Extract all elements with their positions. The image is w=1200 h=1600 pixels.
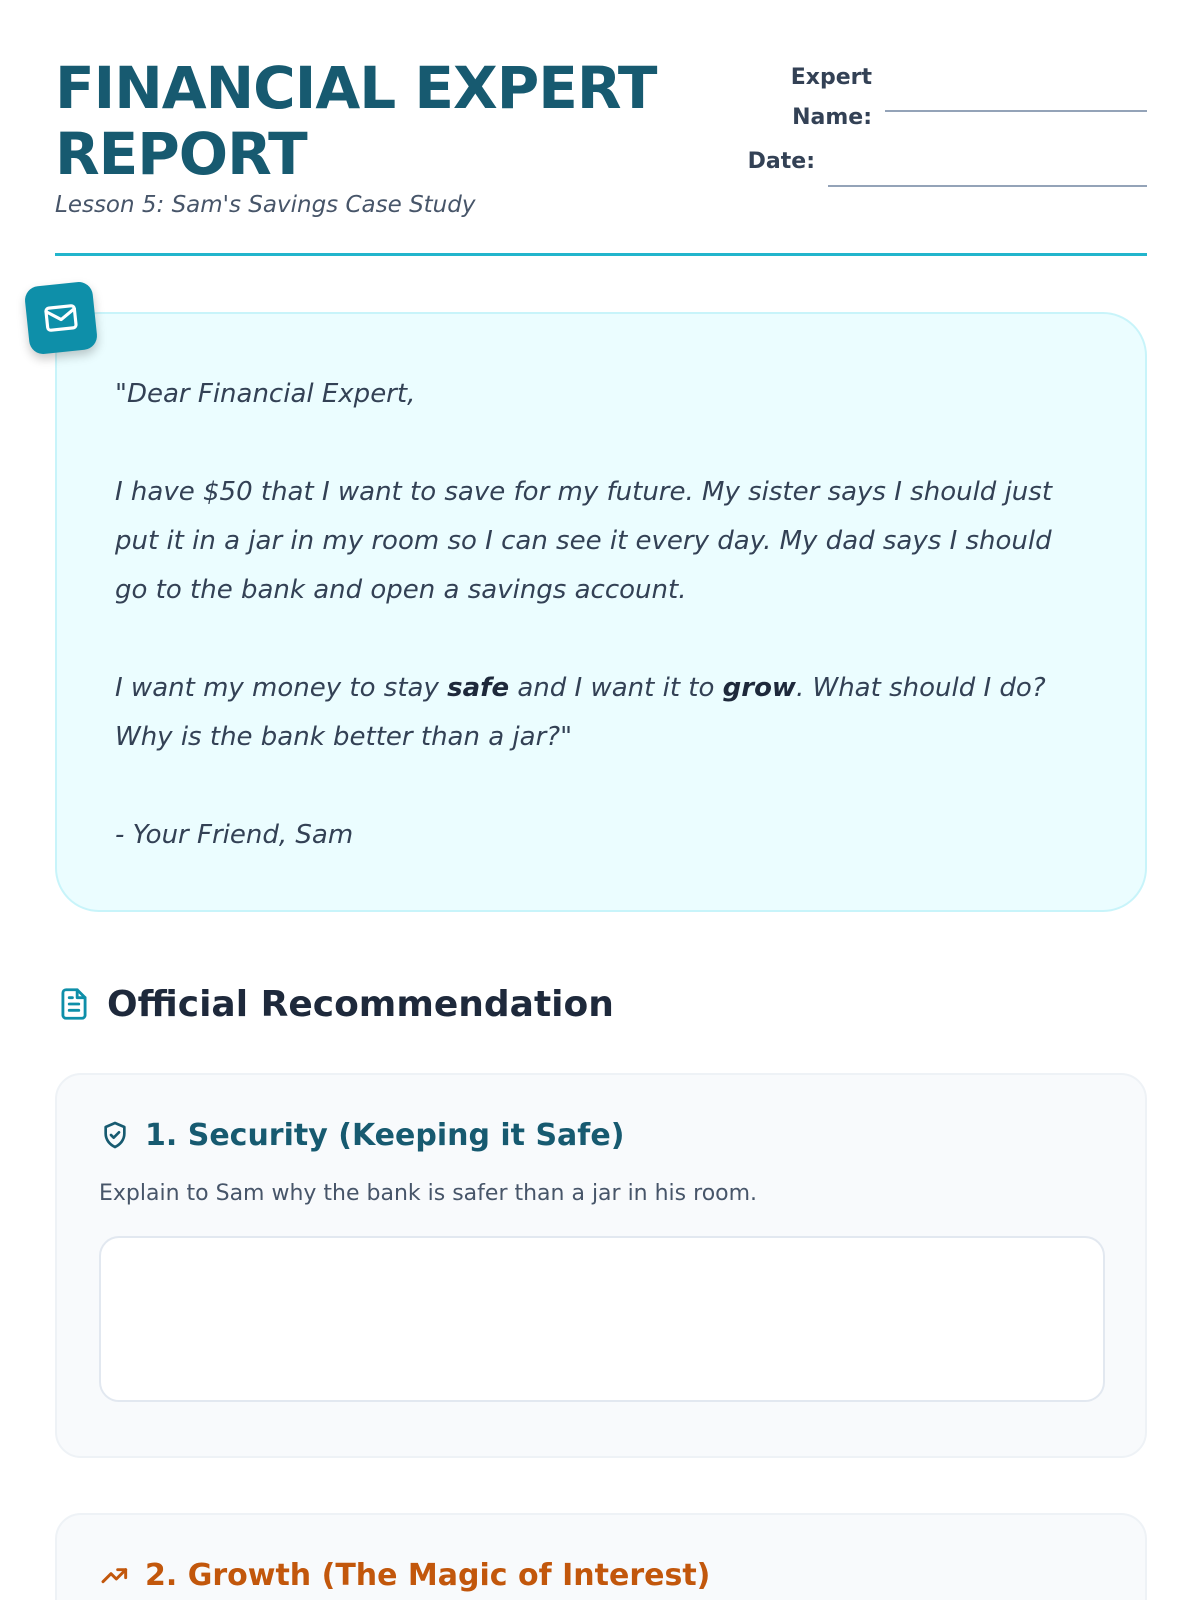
- document-icon: [55, 984, 93, 1024]
- letter-card: [55, 312, 1147, 912]
- header-divider: [55, 253, 1147, 256]
- date-label: Date:: [747, 149, 815, 174]
- page-title: FINANCIAL EXPERT REPORT: [55, 54, 657, 188]
- page-subtitle: Lesson 5: Sam's Savings Case Study: [55, 192, 476, 218]
- letter-paragraph-1: I have $50 that I want to save for my future. My sister says I should just put it in a jar in my room so I can see it every day. My dad says I should go to the bank and open a savings account.: [115, 477, 1053, 605]
- security-title: 1. Security (Keeping it Safe): [145, 1117, 625, 1153]
- security-section: [55, 1073, 1147, 1458]
- expert-name-field[interactable]: [885, 110, 1147, 112]
- letter-p2-part-a: I want my money to stay: [115, 673, 448, 703]
- expert-name-label: Expert Name:: [790, 65, 872, 130]
- growth-section: [55, 1513, 1147, 1600]
- shield-check-icon: [99, 1119, 131, 1151]
- letter-greeting: "Dear Financial Expert,: [115, 379, 416, 409]
- recommendation-title: Official Recommendation: [107, 983, 614, 1025]
- letter-p2-part-c: . What should I do? Why is the bank better than a jar?": [115, 673, 1046, 752]
- security-prompt: Explain to Sam why the bank is safer than a jar in his room.: [99, 1181, 758, 1206]
- security-heading: [99, 1115, 1103, 1155]
- report-header: [55, 55, 1147, 255]
- letter-paragraph-2: [115, 664, 1087, 762]
- mail-icon: [24, 281, 99, 356]
- trending-up-icon: [99, 1559, 131, 1591]
- recommendation-heading: [55, 982, 614, 1026]
- security-answer-field[interactable]: [99, 1236, 1105, 1402]
- letter-emphasis-grow: grow: [722, 673, 796, 703]
- letter-signoff: - Your Friend, Sam: [115, 820, 354, 850]
- growth-title: 2. Growth (The Magic of Interest): [145, 1557, 711, 1593]
- date-field[interactable]: [828, 185, 1147, 187]
- growth-heading: [99, 1555, 1103, 1595]
- letter-emphasis-safe: safe: [447, 673, 510, 703]
- letter-p2-part-b: and I want it to: [509, 673, 723, 703]
